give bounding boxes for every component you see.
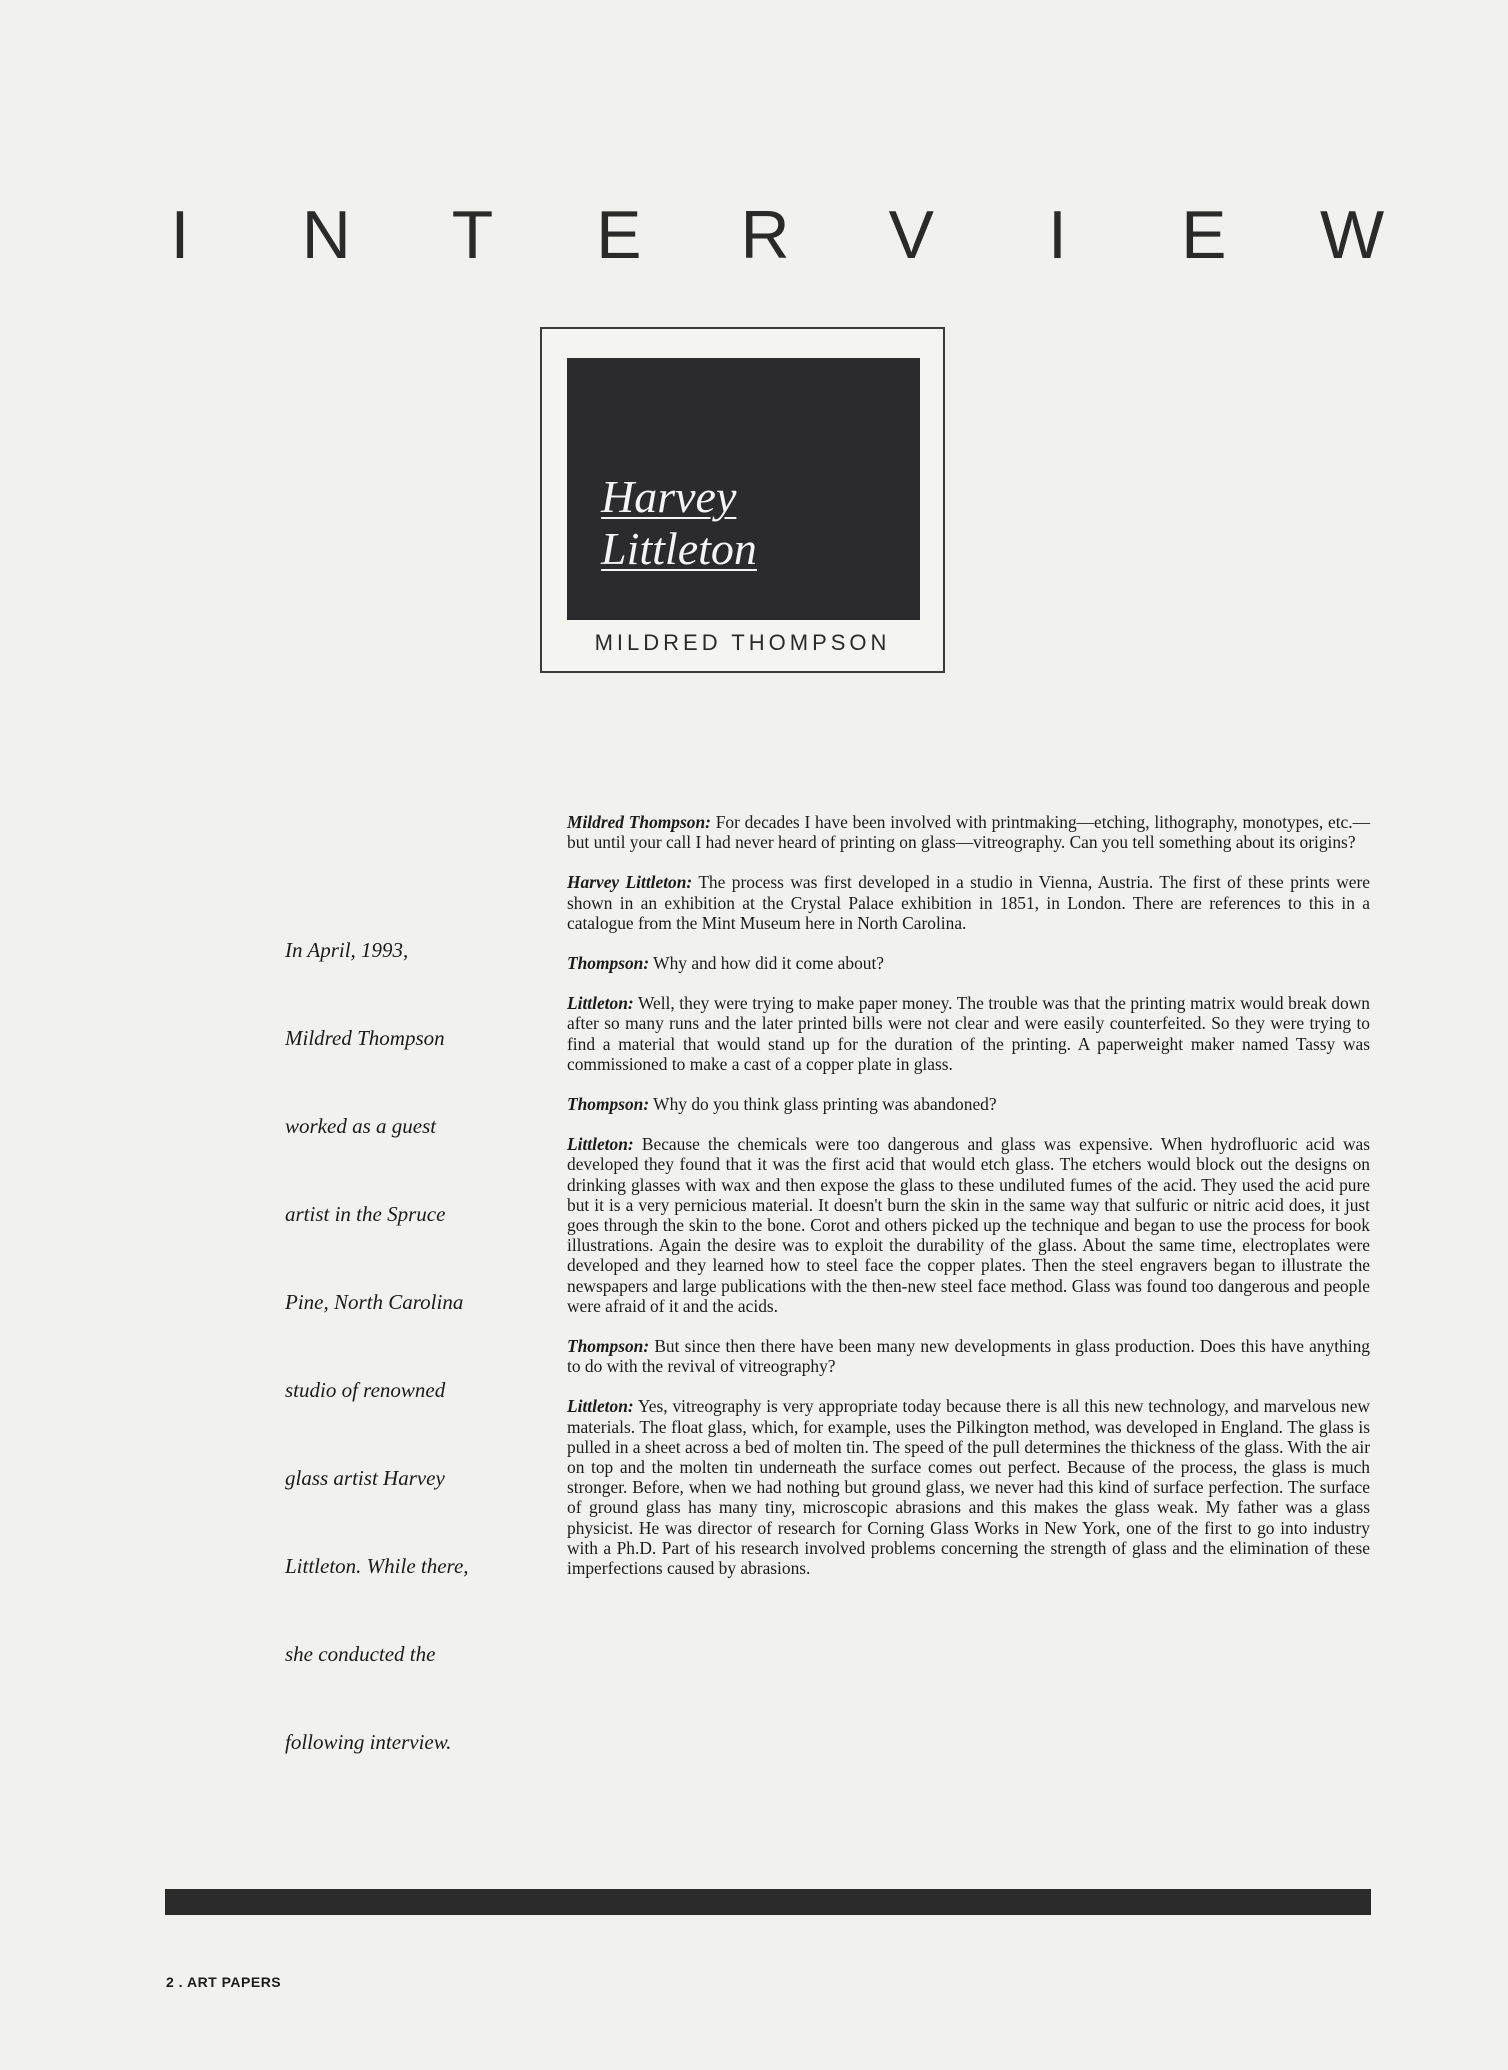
pull-quote-line: she conducted the — [285, 1642, 436, 1666]
interview-paragraph — [567, 872, 1370, 933]
pull-quote-line: Littleton. While there, — [285, 1554, 469, 1578]
paragraph-text: Why do you think glass printing was abandoned? — [649, 1094, 997, 1115]
speaker-name: Harvey Littleton: — [567, 872, 693, 893]
pull-quote-line: following interview. — [285, 1730, 452, 1754]
title-panel — [567, 358, 920, 620]
interview-paragraph — [567, 993, 1370, 1074]
interview-paragraph — [567, 1336, 1370, 1376]
paragraph-text: For decades I have been involved with printmaking—etching, lithography, monotypes, etc.—but until your call I had never heard of printing on glass—vitreography. Can you tell something about its origins? — [567, 812, 1370, 853]
byline: MILDRED THOMPSON — [594, 630, 891, 655]
paragraph-text: Because the chemicals were too dangerous and glass was expensive. When hydrofluoric acid was developed they found that it was the first acid that would etch glass. The etchers would block out the designs on drinking glasses with wax and then expose the glass to these undiluted fumes of the acid. They used the acid pure but it is a very pernicious material. It doesn't burn the skin in the same way that sulfuric or nitric acid does, it just goes through the skin to the bone. Corot and others picked up the technique and began to use the process for book illustrations. Again the desire was to exploit the durability of the glass. About the same time, electroplates were developed and they learned how to steel face the copper plates. Then the steel engravers began to illustrate the newspapers and large publications with the then-new steel face method. Glass was found too dangerous and people were afraid of it and the acids. — [567, 1134, 1370, 1316]
masthead-letter: I — [170, 197, 190, 273]
title-line-1: Harvey — [601, 471, 737, 522]
pull-quote-line: glass artist Harvey — [285, 1466, 445, 1490]
masthead-letter: N — [301, 197, 351, 273]
pull-quote-line: worked as a guest — [285, 1114, 437, 1138]
speaker-name: Thompson: — [567, 1336, 650, 1357]
title-box — [540, 327, 945, 673]
page-folio — [166, 1974, 281, 1990]
footer-rule — [165, 1889, 1371, 1915]
speaker-name: Littleton: — [567, 993, 634, 1014]
interview-paragraph — [567, 1094, 1370, 1114]
pull-quote-line: Pine, North Carolina — [285, 1290, 464, 1314]
speaker-name: Littleton: — [567, 1396, 634, 1417]
paragraph-text: Why and how did it come about? — [649, 953, 885, 974]
pull-quote-line: In April, 1993, — [285, 938, 409, 962]
paragraph-text: Yes, vitreography is very appropriate today because there is all this new technology, and marvelous new materials. The float glass, which, for example, uses the Pilkington method, was developed in England. The glass is pulled in a sheet across a bed of molten tin. The speed of the pull determines the thickness of the glass. With the air on top and the molten tin underneath the surface comes out perfect. Because of the process, the glass is much stronger. Before, when we had nothing but ground glass, we never had this kind of surface perfection. The surface of ground glass has many tiny, microscopic abrasions and this makes the glass weak. My father was a glass physicist. He was director of research for Corning Glass Works in New York, one of the first to go into industry with a Ph.D. Part of his research involved problems concerning the strength of glass and the elimination of these imperfections caused by abrasions. — [567, 1396, 1370, 1579]
masthead-letter: W — [1320, 197, 1385, 273]
page-number: 2 — [166, 1974, 175, 1990]
masthead-letter: T — [451, 197, 494, 273]
interview-paragraph — [567, 1134, 1370, 1316]
speaker-name: Thompson: — [567, 1094, 650, 1115]
paragraph-text: Well, they were trying to make paper money. The trouble was that the printing matrix would break down after so many runs and the later printed bills were not clear and were easily counterfeited. So they were trying to find a material that would stand up for the duration of the printing. A paperweight maker named Tassy was commissioned to make a cast of a copper plate in glass. — [567, 993, 1370, 1074]
masthead-letter: E — [596, 197, 642, 273]
title-line-2: Littleton — [601, 523, 757, 574]
speaker-name: Littleton: — [567, 1134, 634, 1155]
pull-quote-line: studio of renowned — [285, 1378, 446, 1402]
speaker-name: Mildred Thompson: — [567, 812, 711, 832]
interview-paragraph — [567, 953, 1370, 973]
paragraph-text: The process was first developed in a studio in Vienna, Austria. The first of these prints were shown in an exhibition at the Crystal Palace exhibition in 1851, in London. There are references to this in a catalogue from the Mint Museum here in North Carolina. — [567, 872, 1370, 933]
publication-name: ART PAPERS — [186, 1974, 282, 1990]
interview-paragraph — [567, 812, 1370, 852]
pull-quote-line: artist in the Spruce — [285, 1202, 446, 1226]
masthead-letter: R — [740, 197, 790, 273]
folio-separator: . — [174, 1974, 187, 1990]
article-title — [601, 471, 757, 575]
pull-quote-line: Mildred Thompson — [285, 1026, 445, 1050]
speaker-name: Thompson: — [567, 953, 650, 974]
masthead-letter: I — [1048, 197, 1067, 273]
interview-body — [567, 812, 1370, 1598]
masthead-letter: V — [888, 197, 934, 273]
masthead-interview — [150, 190, 1385, 280]
pull-quote — [285, 938, 515, 1818]
paragraph-text: But since then there have been many new developments in glass production. Does this have anything to do with the revival of vitreography? — [567, 1336, 1370, 1377]
interview-paragraph — [567, 1396, 1370, 1578]
masthead-letter: E — [1181, 197, 1227, 273]
